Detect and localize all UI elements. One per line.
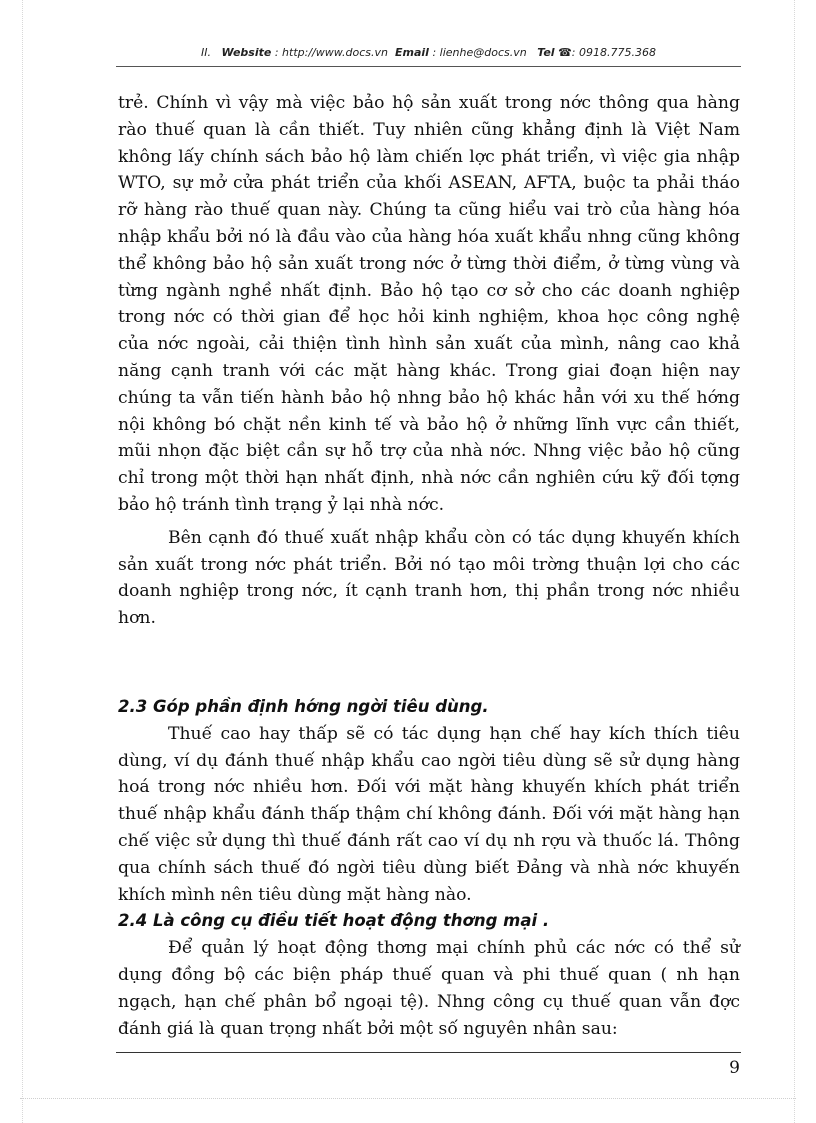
document-body [118, 90, 740, 1042]
header-prefix: II. [201, 46, 212, 59]
section-heading-2-3: 2.3 Góp phần định hớng ngời tiêu dùng. [118, 696, 489, 716]
section-heading-2-4: 2.4 Là công cụ điều tiết hoạt động thơng mại . [118, 911, 550, 931]
left-margin-guide [22, 0, 23, 1123]
spacer [118, 632, 740, 694]
right-margin-guide [794, 0, 795, 1123]
header-email-label: Email [395, 46, 429, 59]
paragraph-trade-regulation: Để quản lý hoạt động thơng mại chính phủ các nớc có thể sử dụng đồng bộ các biện pháp thuế quan và phi thuế quan ( nh hạn ngạch, hạn chế phân bổ ngoại tệ). Nhng công cụ thuế quan vẫn đợc đánh giá là quan trọng nhất bởi một số nguyên nhân sau: [118, 938, 740, 1039]
header-website-value: : http://www.docs.vn [274, 46, 389, 59]
header-divider [116, 66, 741, 67]
bottom-margin-guide [20, 1098, 796, 1099]
paragraph-consumer-orientation: Thuế cao hay thấp sẽ có tác dụng hạn chế hay kích thích tiêu dùng, ví dụ đánh thuế nhập khẩu cao ngời tiêu dùng sẽ sử dụng hàng hoá trong nớc nhiều hơn. Đối với mặt hàng khuyến khích phát triển thuế nhập khẩu đánh thấp thậm chí không đánh. Đối với mặt hàng hạn chế việc sử dụng thì thuế đánh rất cao ví dụ nh rợu và thuốc lá. Thông qua chính sách thuế đó ngời tiêu dùng biết Đảng và nhà nớc khuyến khích mình nên tiêu dùng mặt hàng nào. [118, 723, 740, 905]
page-number: 9 [729, 1058, 740, 1078]
footer-divider [116, 1052, 741, 1053]
header-email-value: : lienhe@docs.vn [432, 46, 527, 59]
header-tel-label: Tel [537, 46, 555, 59]
paragraph-export-tax-effect: Bên cạnh đó thuế xuất nhập khẩu còn có tác dụng khuyến khích sản xuất trong nớc phát triển. Bởi nó tạo môi trờng thuận lợi cho các doanh nghiệp trong nớc, ít cạnh tranh hơn, thị phần trong nớc nhiều hơn. [118, 527, 740, 629]
paragraph-continuation: trẻ. Chính vì vậy mà việc bảo hộ sản xuất trong nớc thông qua hàng rào thuế quan là cần thiết. Tuy nhiên cũng khẳng định là Việt Nam không lấy chính sách bảo hộ làm chiến lợc phát triển, vì việc gia nhập WTO, sự mở cửa phát triển của khối ASEAN, AFTA, buộc ta phải tháo rỡ hàng rào thuế quan này. Chúng ta cũng hiểu vai trò của hàng hóa nhập khẩu bởi nó là đầu vào của hàng hóa xuất khẩu nhng cũng không thể không bảo hộ sản xuất trong nớc ở từng thời điểm, ở từng vùng và từng ngành nghề nhất định. Bảo hộ tạo cơ sở cho các doanh nghiệp trong nớc có thời gian để học hỏi kinh nghiệm, khoa học công nghệ của nớc ngoài, cải thiện tình hình sản xuất của mình, nâng cao khả năng cạnh tranh với các mặt hàng khác. Trong giai đoạn hiện nay chúng ta vẫn tiến hành bảo hộ nhng bảo hộ khác hẳn với xu thế hớng nội không bó chặt nền kinh tế và bảo hộ ở những lĩnh vực cần thiết, mũi nhọn đặc biệt cần sự hỗ trợ của nhà nớc. Nhng việc bảo hộ cũng chỉ trong một thời hạn nhất định, nhà nớc cần nghiên cứu kỹ đối tợng bảo hộ tránh tình trạng ỷ lại nhà nớc. [118, 93, 740, 515]
phone-icon: ☎ [558, 46, 572, 59]
header-tel-value: : 0918.775.368 [571, 46, 656, 59]
header-website-label: Website [221, 46, 272, 59]
page-header [116, 46, 741, 59]
